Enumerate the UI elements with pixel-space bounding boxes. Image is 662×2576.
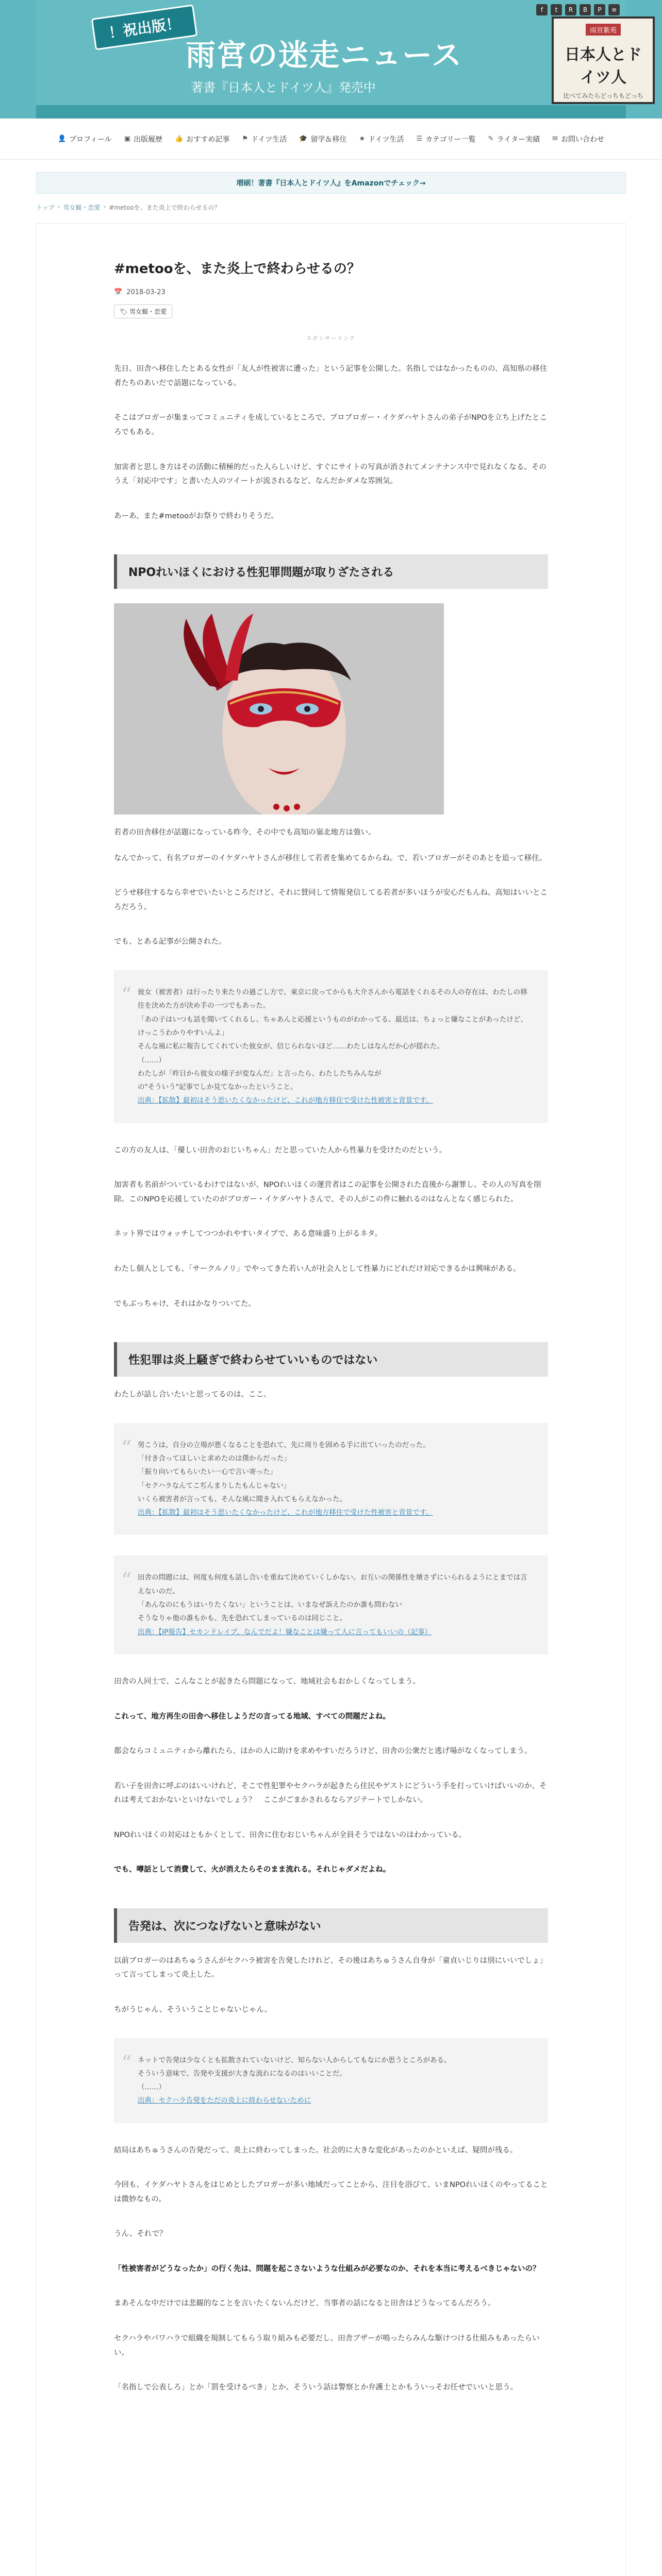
folder-icon: ▣ (124, 135, 131, 143)
book-cover-image[interactable] (552, 16, 655, 104)
source-link[interactable]: 出典：【拡散】最初はそう思いたくなかったけど、これが地方移住で受けた性被害と背景です。 (138, 1509, 433, 1517)
site-subtitle: 著書『日本人とドイツ人』発売中 (191, 80, 376, 95)
quote-icon: “ (121, 1436, 132, 1460)
book-kicker: 雨宮紫苑 (586, 24, 621, 36)
quote-line: ネットで告発は少なくとも拡散されていないけど、知らない人からしてもなにか思うところがある。 (138, 2056, 451, 2064)
paragraph: でも、とある記事が公開された。 (114, 938, 226, 946)
rss-icon[interactable]: R (565, 4, 576, 15)
bold-text: でも、噂話として消費して、火が消えたらそのまま流れる。それじゃダメだよね。 (114, 1866, 391, 1874)
quote-line: いくら被害者が言っても、そんな風に聞き入れてもらえなかった。 (138, 1495, 346, 1503)
post-date: 2018-03-23 (126, 289, 166, 297)
paragraph: NPOれいほくの対応はともかくとして、田舎に住むおじいちゃんが全員そうではないのはわかっている。 (114, 1831, 467, 1839)
paragraph: 加害者も名前がついているわけではないが、NPOれいほくの運営者はこの記事を公開された直後から謝罪し、その人の写真を削除。このNPOを応援していたのがブロガー・イケダハヤトさんで、その人がこの件に触れるのはなんとなく感じられた。 (114, 1181, 541, 1204)
quote-line: そうなりゃ他の誰もかも、先を恐れてしまっているのは同じこと。 (138, 1614, 346, 1623)
quote-source (138, 1506, 527, 1519)
quote-line: の"そういう"記事でしか見てなかったということ。 (138, 1083, 297, 1092)
section-heading: NPOれいほくにおける性犯罪問題が取りざたされる (114, 554, 548, 589)
site-header (0, 0, 662, 118)
paragraph: ネット界ではウォッチしてつつかれやすいタイプで、ある意味盛り上がるネタ。 (114, 1230, 382, 1239)
ad-label: スポンサーリンク (306, 336, 356, 342)
quote-icon: “ (121, 2051, 132, 2075)
paragraph: そこはブロガーが集まってコミュニティを成しているところで、プロブロガー・イケダハヤトさんの弟子がNPOを立ち上げたところでもある。 (114, 414, 547, 437)
blockquote (114, 1555, 548, 1654)
nav-label: ドイツ生活 (251, 135, 287, 144)
nav-label: 留学＆移住 (310, 135, 347, 144)
mail-icon: ✉ (552, 135, 558, 143)
nav-label: プロフィール (69, 135, 112, 144)
paragraph (114, 1863, 548, 1877)
quote-line: 「あんなのにもうはいりたくない」ということは、いまなぜ訴えたのか誰も問わない (138, 1601, 402, 1609)
paragraph: どうせ移住するなら幸せでいたいところだけど、それに賛同して情報発信してる若者が多いほうが安心だもんね。高知はいいところだろう。 (114, 889, 548, 911)
mask-illustration (114, 603, 444, 815)
section-heading: 告発は、次につなげないと意味がない (114, 1908, 548, 1943)
nav-item-recommended[interactable] (175, 134, 229, 144)
paragraph: わたしが話し合いたいと思ってるのは、ここ。 (114, 1391, 271, 1399)
paragraph: この方の友人は、「優しい田舎のおじいちゃん」だと思っていた人から性暴力を受けたのだという。 (114, 1146, 447, 1155)
paragraph: 先日、田舎へ移住したとある女性が「友人が性被害に遭った」という記事を公開した。名指しではなかったものの、高知県の移住者たちのあいだで話題になっている。 (114, 365, 548, 387)
category-tag[interactable] (114, 304, 172, 318)
nav-item-profile[interactable] (58, 134, 112, 144)
nav-item-germany-life[interactable] (242, 134, 287, 144)
paragraph: 結局はあちゅうさんの告発だって、炎上に終わってしまった。社会的に大きな変化があったのかといえば、疑問が残る。 (114, 2146, 518, 2155)
paragraph: 若者の田舎移住が話題になっている昨今、その中でも高知の嶺北地方は強い。 (114, 828, 376, 837)
tag-icon: ★ (359, 135, 366, 143)
paragraph: わたし個人としても、「サークルノリ」でやってきた若い人が社会人として性暴力にどれだけ対応できるかは興味がある。 (114, 1264, 521, 1273)
breadcrumb (36, 203, 626, 212)
quote-line: 田舎の問題には、何度も何度も話し合いを重ねて決めていくしかない。お互いの関係性を壊さずにいられるようにとまでは言えないのだ。 (138, 1573, 527, 1596)
facebook-icon[interactable]: f (536, 4, 548, 15)
paragraph: まあそんな中だけでは悲観的なことを言いたくないんだけど、当事者の話になると田舎はどうなってるんだろう。 (114, 2299, 495, 2308)
quote-source (138, 1625, 527, 1639)
quote-icon: “ (121, 983, 132, 1007)
quote-line: 「あの子はいつも話を聞いてくれるし、ちゃあんと応援というものがわかってる。最近は、ちょっと嫌なことがあったけど、けっこうわかりやすいんよ」 (138, 1015, 527, 1037)
paragraph: 加害者と思しき方はその活動に積極的だった人らしいけど、すぐにサイトの写真が消されてメンテナンス中で見れなくなる。そのうえ「対応中です」と書いた人のツイートが流されるなど、なんだかダメな雰囲気。 (114, 463, 547, 486)
breadcrumb-home[interactable]: トップ (36, 204, 55, 211)
global-nav (0, 118, 662, 160)
flag-icon: ⚑ (242, 135, 249, 143)
quote-icon: “ (121, 1569, 132, 1593)
header-banner[interactable] (36, 0, 643, 118)
paragraph: ちがうじゃん、そういうことじゃないじゃん。 (114, 2005, 272, 2014)
quote-source (138, 2094, 527, 2107)
book-desc: 比べてみたらどっちもどっち (563, 92, 643, 99)
breadcrumb-sep: › (57, 203, 60, 210)
paragraph: 今回も、イケダハヤトさんをはじめとしたブロガーが多い地域だってことから、注目を浴びて、いまNPOれいほくのやってることは微妙なもの。 (114, 2181, 548, 2204)
source-link[interactable]: 出典：【拡散】最初はそう思いたくなかったけど、これが地方移住で受けた性被害と背景です。 (138, 1096, 433, 1105)
nav-label: おすすめ記事 (186, 135, 230, 144)
source-link[interactable]: 出典：【IP報告】セカンドレイプ、なんでだよ！嫌なことは嫌って人に言ってもいいの（記事） (138, 1628, 432, 1636)
twitter-icon[interactable]: t (551, 4, 562, 15)
quote-line: （……） (138, 1056, 166, 1064)
quote-line: そういう意味で、告発や支援が大きな流れになるのはいいことだ。 (138, 2069, 346, 2078)
breadcrumb-sep: › (103, 203, 106, 210)
nav-item-writer[interactable] (488, 134, 540, 144)
blockquote (114, 1423, 548, 1535)
pocket-icon[interactable]: P (594, 4, 605, 15)
tag-label: 男女観・恋愛 (129, 308, 167, 316)
menu-icon[interactable]: ≡ (608, 4, 620, 15)
social-icons (536, 4, 620, 15)
pen-icon: ✎ (488, 135, 494, 143)
paragraph: 田舎の人同士で、こんなことが起きたら問題になって、地域社会もおかしくなってしまう。 (114, 1677, 420, 1686)
nav-label: ドイツ生活 (368, 135, 404, 144)
bold-text: 「性被害者がどうなったか」の行く先は、問題を起こさないような仕組みが必要なのか、それを本当に考えるべきじゃないの？ (114, 2264, 540, 2273)
cap-icon: 🎓 (299, 135, 308, 143)
section-heading: 性犯罪は炎上騒ぎで終わらせていいものではない (114, 1342, 548, 1377)
tag-icon: 🏷 (120, 308, 130, 316)
article (36, 223, 626, 2576)
hatena-icon[interactable]: B (580, 4, 591, 15)
nav-label: カテゴリー一覧 (425, 135, 476, 144)
source-link[interactable]: 出典：セクハラ告発をただの炎上に終わらせないために (138, 2096, 311, 2105)
blockquote (114, 970, 548, 1123)
nav-label: お問い合わせ (561, 135, 605, 144)
celebration-ribbon: ！祝出版！ (91, 4, 198, 50)
nav-item-publications[interactable] (124, 134, 162, 144)
nav-item-study-abroad[interactable] (299, 134, 346, 144)
book-title: 日本人とドイツ人 (565, 46, 642, 87)
paragraph: でもぶっちゃけ、それはかなりついてた。 (114, 1299, 256, 1308)
date-row (114, 289, 548, 296)
amazon-promo-link[interactable]: 増刷！著書『日本人とドイツ人』をAmazonでチェック→ (36, 172, 626, 194)
list-icon: ☰ (416, 135, 423, 143)
quote-line: 男こうは、自分の立場が悪くなることを恐れて、先に周りを固める手に出ていったのだった。 (138, 1440, 430, 1449)
paragraph (114, 1710, 548, 1724)
breadcrumb-category[interactable]: 男女観・恋愛 (63, 204, 101, 211)
blockquote (114, 2038, 548, 2123)
site-title[interactable]: 雨宮の迷走ニュース (186, 38, 463, 73)
calendar-icon: 📅 (114, 289, 123, 297)
quote-line: わたしが「昨日から彼女の様子が変なんだ」と言ったら、わたしたちみんなが (138, 1069, 382, 1078)
quote-line: 「付き合ってほしいと求めたのは僕からだった」 (138, 1454, 291, 1463)
paragraph: なんでかって、有名ブロガーのイケダハヤトさんが移住して若者を集めてるからね。で、若いブロガーがそのあとを追って移住。 (114, 854, 547, 862)
paragraph: 「名指しで公表しろ」とか「罰を受けるべき」とか、そういう話は警察とか弁護士とかもういっそお任せでいいと思う。 (114, 2383, 518, 2392)
paragraph: 若い子を田舎に呼ぶのはいいけれど、そこで性犯罪やセクハラが起きたら住民やゲストにどういう手を打っていけばいいのか、それは考えておかないといけないでしょう？ ここがごまかされるならアジテートでしかない。 (114, 1782, 547, 1805)
header-stripe (36, 105, 626, 118)
nav-label: 出版履歴 (134, 135, 163, 144)
paragraph (114, 2262, 548, 2277)
quote-source (138, 1094, 527, 1107)
paragraph: 以前ブロガーのはあちゅうさんがセクハラ被害を告発したけれど、その後はあちゅうさん自身が「童貞いじりは別にいいでしょ」って言ってしまって炎上した。 (114, 1956, 548, 1979)
quote-line: そんな風に私に報告してくれていた彼女が、信じられないほど……わたしはなんだか心が揺れた。 (138, 1042, 444, 1051)
bold-text: これって、地方再生の田舎へ移住しようだの言ってる地域、すべての問題だよね。 (114, 1712, 390, 1721)
nav-item-categories[interactable] (417, 134, 476, 144)
quote-line: 「セクハラなんてこぢんまりしたもんじゃない」 (138, 1481, 291, 1490)
masquerade-mask-image (114, 603, 444, 815)
nav-label: ライター実績 (496, 135, 540, 144)
quote-line: 彼女（被害者）は行ったり来たりの過ごし方で、東京に戻ってからも大介さんから電話をくれるその人の存在は、わたしの移住を決めた方が決め手の一つでもあった。 (138, 988, 527, 1010)
quote-line: （……） (138, 2083, 166, 2092)
paragraph: あーあ、また#metooがお祭りで終わりそうだ。 (114, 512, 279, 520)
paragraph: 都会ならコミュニティから離れたら、ほかの人に助けを求めやすいだろうけど、田舎の公衆だと逃げ場がなくなってしまう。 (114, 1747, 532, 1756)
breadcrumb-current: #metooを、また炎上で終わらせるの？ (109, 204, 221, 211)
person-icon: 👤 (57, 135, 67, 143)
article-title: #metooを、また炎上で終わらせるの？ (114, 261, 360, 277)
thumb-icon: 👍 (175, 135, 184, 143)
nav-item-germany-life-2[interactable] (359, 134, 404, 144)
paragraph: セクハラやパワハラで組織を規制してもらう取り組みも必要だし、田舎ブザーが鳴ったらみんな駆けつける仕組みもあったらいい。 (114, 2334, 540, 2357)
quote-line: 「振り向いてもらいたい一心で言い寄った」 (138, 1468, 277, 1477)
paragraph: うん、それで？ (114, 2230, 167, 2239)
nav-item-contact[interactable] (552, 134, 604, 144)
